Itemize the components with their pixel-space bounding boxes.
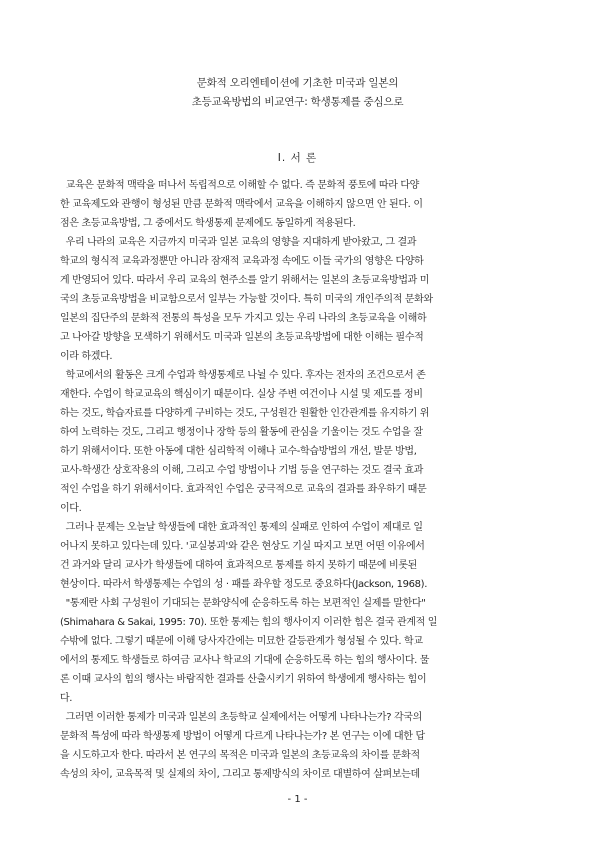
body-line: 어나지 못하고 있다는데 있다. '교실붕괴'와 같은 현상도 기실 따지고 보면 어떤 이유에서: [60, 541, 425, 552]
body-line: 이라 하겠다.: [60, 351, 113, 362]
body-line: 속성의 차이, 교육목적 및 실제의 차이, 그리고 통제방식의 차이로 대별하여 살펴보는데: [60, 769, 420, 780]
body-line: 교사-학생간 상호작용의 이해, 그리고 수업 방법이나 기법 등을 연구하는 것도 결국 효과: [60, 465, 424, 476]
body-line: 교육은 문화적 맥락을 떠나서 독립적으로 이해할 수 없다. 즉 문화적 풍토에 따라 다양: [60, 180, 419, 191]
body-line: 일본의 집단주의 문화적 전통의 특성을 모두 가지고 있는 우리 나라의 초등교육을 이해하: [60, 313, 427, 324]
body-line: 하는 것도, 학습자료를 다양하게 구비하는 것도, 구성원간 원활한 인간관계를 유지하기 위: [60, 408, 430, 419]
body-line: 재한다. 수업이 학교교육의 핵심이기 때문이다. 실상 주변 여건이나 시설 및 제도를 정비: [60, 389, 423, 400]
body-text: [60, 176, 538, 784]
body-line: (Shimahara & Sakai, 1995: 70). 또한 통제는 힘의 행사이지 이러한 힘은 결국 관계적 일: [60, 617, 438, 628]
body-line: 그러면 이러한 통제가 미국과 일본의 초등학교 실제에서는 어떻게 나타나는가? 각국의: [60, 712, 422, 723]
body-line: 이다.: [60, 503, 82, 514]
body-line: 그러나 문제는 오늘날 학생들에 대한 효과적인 통제의 실패로 인하여 수업이 제대로 일: [60, 522, 423, 533]
body-line: 우리 나라의 교육은 지금까지 미국과 일본 교육의 영향을 지대하게 받아왔고, 그 결과: [60, 237, 417, 248]
body-line: 게 반영되어 있다. 따라서 우리 교육의 현주소를 알기 위해서는 일본의 초등교육방법과 미: [60, 275, 430, 286]
body-line: 점은 초등교육방법, 그 중에서도 학생통제 문제에도 동일하게 적용된다.: [60, 218, 356, 229]
body-line: 문화적 특성에 따라 학생통제 방법이 어떻게 다르게 나타나는가? 본 연구는 이에 대한 답: [60, 731, 425, 742]
body-line: 고 나아갈 방향을 모색하기 위해서도 미국과 일본의 초등교육방법에 대한 이해는 필수적: [60, 332, 424, 343]
body-line: 한 교육제도와 관행이 형성된 만큼 문화적 맥락에서 교육을 이해하지 않으면 안 된다. 이: [60, 199, 423, 210]
body-line: 학교에서의 활동은 크게 수업과 학생통제로 나뉠 수 있다. 후자는 전자의 조건으로서 존: [60, 370, 426, 381]
body-line: 학교의 형식적 교육과정뿐만 아니라 잠재적 교육과정 속에도 이들 국가의 영향은 다양하: [60, 256, 424, 267]
page-number: - 1 -: [287, 794, 308, 805]
body-line: 다.: [60, 693, 73, 704]
paper-title: [60, 74, 535, 112]
body-line: "통제란 사회 구성원이 기대되는 문화양식에 순응하도록 하는 보편적인 실제를 말한다": [60, 598, 426, 609]
title-line-2: 초등교육방법의 비교연구: 학생통제를 중심으로: [191, 96, 404, 108]
body-line: 국의 초등교육방법을 비교함으로서 일부는 가능할 것이다. 특히 미국의 개인주의적 문화와: [60, 294, 433, 305]
section-heading: I. 서 론: [277, 152, 318, 164]
body-line: 을 시도하고자 한다. 따라서 본 연구의 목적은 미국과 일본의 초등교육의 차이를 문화적: [60, 750, 420, 761]
body-line: 건 과거와 달리 교사가 학생들에 대하여 효과적으로 통제를 하지 못하기 때문에 비롯된: [60, 560, 417, 571]
title-line-1: 문화적 오리엔테이션에 기초한 미국과 일본의: [196, 77, 399, 89]
body-line: 현상이다. 따라서 학생통제는 수업의 성 · 패를 좌우할 정도로 중요하다(Jackson, 1968).: [60, 579, 428, 590]
body-line: 적인 수업을 하기 위해서이다. 효과적인 수업은 궁극적으로 교육의 결과를 좌우하기 때문: [60, 484, 427, 495]
body-line: 하여 노력하는 것도, 그리고 행정이나 장학 등의 활동에 관심을 기울이는 것도 수업을 잘: [60, 427, 423, 438]
body-line: 에서의 통제도 학생들로 하여금 교사나 학교의 기대에 순응하도록 하는 힘의 행사이다. 물: [60, 655, 430, 666]
body-line: 수밖에 없다. 그렇기 때문에 이해 당사자간에는 미묘한 갈등관계가 형성될 수 있다. 학교: [60, 636, 423, 647]
body-line: 론 이때 교사의 힘의 행사는 바람직한 결과를 산출시키기 위하여 학생에게 행사하는 힘이: [60, 674, 427, 685]
body-line: 하기 위해서이다. 또한 아동에 대한 심리학적 이해나 교수-학습방법의 개선, 발문 방법,: [60, 446, 417, 457]
